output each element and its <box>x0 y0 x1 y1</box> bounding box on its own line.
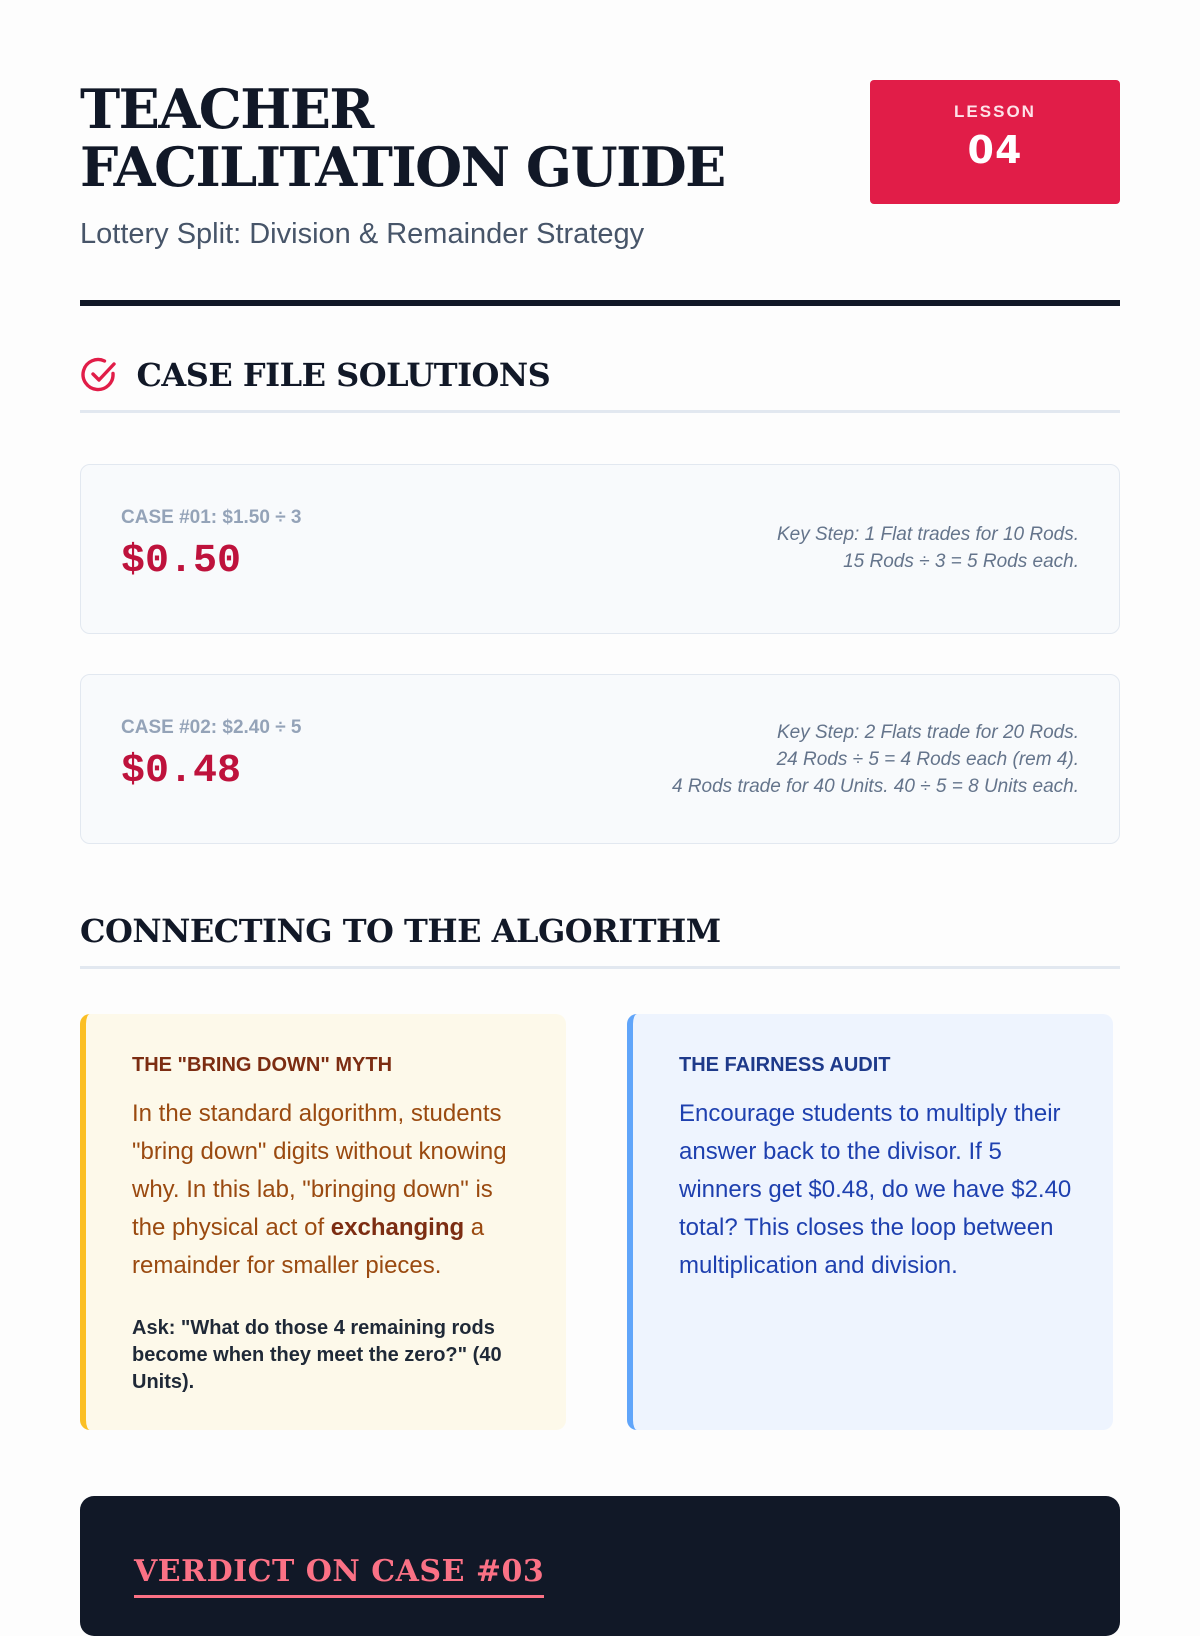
header-divider <box>80 300 1120 306</box>
verdict-panel <box>80 1496 1120 1636</box>
case-key-step-note <box>459 719 1079 800</box>
callout-body: Encourage students to multiply their answer back to the divisor. If 5 winners get $0.48, do we have $2.40 total? This closes the loop between multiplication and division. <box>679 1100 1072 1279</box>
myth-body-text: In the standard algorithm, students "bring down" digits without knowing why. In this lab, "bringing down" is the physical act of <box>132 1100 507 1241</box>
case-card-01 <box>80 464 1120 634</box>
page-header <box>80 77 1120 256</box>
algorithm-heading-text: CONNECTING TO THE ALGORITHM <box>80 912 721 950</box>
fairness-audit-callout <box>627 1014 1113 1430</box>
case-note-line: 15 Rods ÷ 3 = 5 Rods each. <box>843 551 1079 572</box>
case-label: CASE #02: $2.40 ÷ 5 <box>121 717 302 738</box>
callout-title: THE "BRING DOWN" MYTH <box>132 1054 393 1076</box>
callout-title: THE FAIRNESS AUDIT <box>679 1054 891 1076</box>
case-answer: $0.48 <box>121 749 242 794</box>
case-note-line: Key Step: 1 Flat trades for 10 Rods. <box>776 524 1079 545</box>
case-label: CASE #01: $1.50 ÷ 3 <box>121 507 302 528</box>
algorithm-section-heading <box>80 912 1120 969</box>
teacher-ask-prompt: Ask: "What do those 4 remaining rods become when they meet the zero?" (40 Units). <box>132 1317 502 1393</box>
case-answer: $0.50 <box>121 539 242 584</box>
myth-body-text-end: a remainder for smaller pieces. <box>132 1214 485 1279</box>
case-key-step-note <box>459 521 1079 575</box>
case-note-line: 24 Rods ÷ 5 = 4 Rods each (rem 4). <box>776 749 1079 770</box>
page-subtitle: Lottery Split: Division & Remainder Strategy <box>80 218 645 250</box>
lesson-badge <box>870 80 1120 204</box>
case-file-section-heading <box>80 356 1120 413</box>
case-note-line: Key Step: 2 Flats trade for 20 Rods. <box>776 722 1079 743</box>
case-card-02 <box>80 674 1120 844</box>
page-title: TEACHER FACILITATION GUIDE <box>80 77 725 199</box>
bring-down-myth-callout <box>80 1014 566 1430</box>
check-circle-icon <box>80 355 120 400</box>
myth-body-emphasis: exchanging <box>330 1214 465 1241</box>
lesson-number: 04 <box>967 128 1023 172</box>
lesson-label: LESSON <box>954 102 1036 121</box>
callout-body <box>132 1095 526 1285</box>
verdict-title: VERDICT ON CASE #03 <box>134 1554 544 1598</box>
case-file-heading-text: CASE FILE SOLUTIONS <box>136 356 551 394</box>
case-note-line: 4 Rods trade for 40 Units. 40 ÷ 5 = 8 Units each. <box>671 776 1079 797</box>
